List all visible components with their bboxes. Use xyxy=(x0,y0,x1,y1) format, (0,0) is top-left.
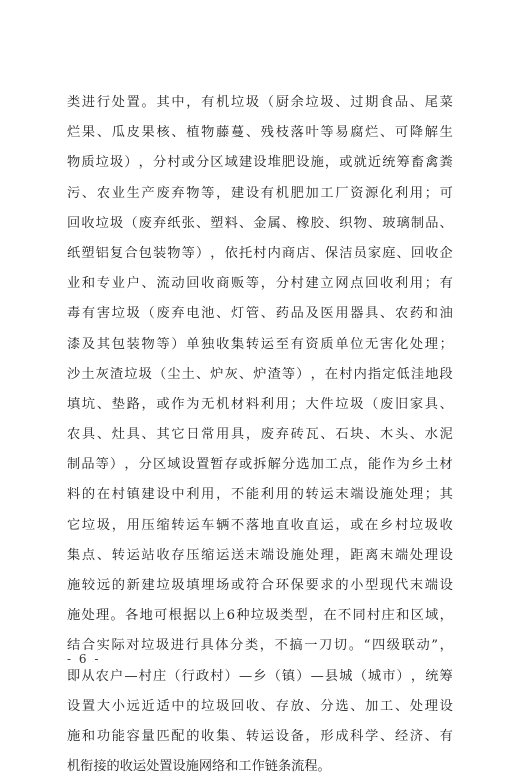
text-line: 设 置 大 小 远 近 适 中 的 垃 圾 回 收 、 存 放 、 分 选 、 加 工 、 处 理 设 xyxy=(67,698,453,714)
text-line: 业 和 专 业 户 、 流 动 回 收 商 贩 等 ， 分 村 建 立 网 点 回 收 利 用 ； 有 xyxy=(67,276,453,292)
text-line: 即 从 农 户 — 村 庄 （ 行 政 村 ） — 乡 （ 镇 ） — 县 城 （ 城 市 ） ， 统 筹 xyxy=(67,668,453,684)
document-body xyxy=(67,88,453,782)
text-line: 农 具 、 灶 具 、 其 它 日 常 用 具 ， 废 弃 砖 瓦 、 石 块 、 木 头 、 水 泥 xyxy=(67,427,453,443)
text-line: 漆 及 其 包 装 物 等 ） 单 独 收 集 转 运 至 有 资 质 单 位 无 害 化 处 理 ； xyxy=(67,336,453,352)
text-line: 制 品 等 ） ， 分 区 域 设 置 暂 存 或 拆 解 分 选 加 工 点 ， 能 作 为 乡 土 材 xyxy=(67,457,453,473)
text-line: 填 坑 、 垫 路 ， 或 作 为 无 机 材 料 利 用 ； 大 件 垃 圾 （ 废 旧 家 具 、 xyxy=(67,396,453,412)
text-line: 它 垃 圾 ， 用 压 缩 转 运 车 辆 不 落 地 直 收 直 运 ， 或 在 乡 村 垃 圾 收 xyxy=(67,517,453,533)
text-line: 集 点 、 转 运 站 收 存 压 缩 运 送 末 端 设 施 处 理 ， 距 离 末 端 处 理 设 xyxy=(67,547,453,563)
text-line: 回 收 垃 圾 （ 废 弃 纸 张 、 塑 料 、 金 属 、 橡 胶 、 织 物 、 玻 璃 制 品 、 xyxy=(67,215,453,231)
text-line: 施 较 远 的 新 建 垃 圾 填 埋 场 或 符 合 环 保 要 求 的 小 型 现 代 末 端 设 xyxy=(67,578,453,593)
text-line: 纸 塑 铝 复 合 包 装 物 等 ） ， 依 托 村 内 商 店 、 保 洁 员 家 庭 、 回 收 企 xyxy=(67,245,453,261)
text-line: 污 、 农 业 生 产 废 弃 物 等 ， 建 设 有 机 肥 加 工 厂 资 源 化 利 用 ； 可 xyxy=(67,185,453,201)
text-line: 沙 土 灰 渣 垃 圾 （ 尘 土 、 炉 灰 、 炉 渣 等 ） ， 在 村 内 指 定 低 洼 地 段 xyxy=(67,366,453,382)
text-line: 类 进 行 处 置 。 其 中 ， 有 机 垃 圾 （ 厨 余 垃 圾 、 过 期 食 品 、 尾 菜 xyxy=(67,95,453,110)
page-number: - 6 - xyxy=(67,652,101,666)
text-line: 施 处 理 。 各 地 可 根 据 以 上 6 种 垃 圾 类 型 ， 在 不 同 村 庄 和 区 域 ， xyxy=(67,608,453,624)
text-line: 结 合 实 际 对 垃 圾 进 行 具 体 分 类 ， 不 搞 一 刀 切 。 “ 四 级 联 动 ” ， xyxy=(67,638,453,654)
text-line: 烂 果 、 瓜 皮 果 核 、 植 物 藤 蔓 、 残 枝 落 叶 等 易 腐 烂 、 可 降 解 生 xyxy=(67,125,453,141)
text-line: 料 的 在 村 镇 建 设 中 利 用 ， 不 能 利 用 的 转 运 末 端 设 施 处 理 ； 其 xyxy=(67,487,453,503)
text-line: 毒 有 害 垃 圾 （ 废 弃 电 池 、 灯 管 、 药 品 及 医 用 器 具 、 农 药 和 油 xyxy=(67,306,453,322)
text-line: 施 和 功 能 容 量 匹 配 的 收 集 、 转 运 设 备 ， 形 成 科 学 、 经 济 、 有 xyxy=(67,728,453,744)
text-line: 机衔接的收运处置设施网络和工作链条流程。 xyxy=(67,759,331,775)
text-line: 物 质 垃 圾 ） ， 分 村 或 分 区 域 建 设 堆 肥 设 施 ， 或 就 近 统 筹 畜 禽 粪 xyxy=(67,155,453,171)
